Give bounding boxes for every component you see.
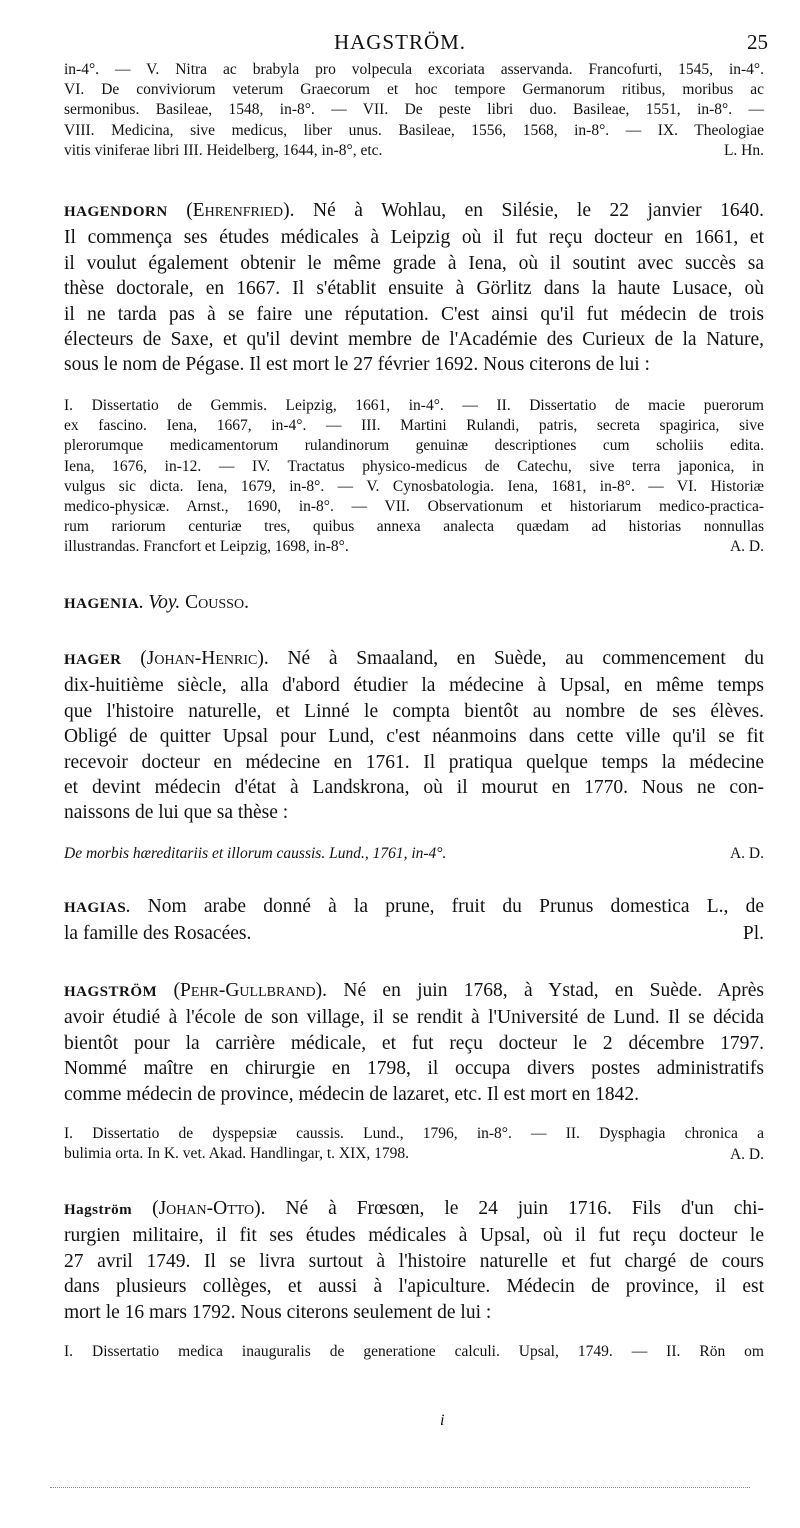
hagstrom-pehr-bibliography <box>64 1124 764 1164</box>
text-line: bientôt pour la carrière médicale, et fut reçu docteur le 2 décembre 1797. <box>64 1032 764 1054</box>
text-line: 27 avril 1749. Il se livra surtout à l'histoire naturelle et fut chargé de cours <box>64 1250 764 1272</box>
entry-person-name: (Pehr-Gullbrand). <box>173 980 328 1001</box>
text-line: Il commença ses études médicales à Leipzig où il fut reçu docteur en 1661, et <box>64 227 764 249</box>
entry-headword: HAGER <box>64 652 122 668</box>
cross-reference-target: Cousso. <box>185 592 249 613</box>
text-line: dans plusieurs collèges, et aussi à l'apiculture. Médecin de province, il est <box>64 1276 764 1298</box>
page-bottom-rule <box>50 1487 750 1488</box>
author-signature: Pl. <box>742 923 764 944</box>
text-line: électeurs de Saxe, et qu'il devint membre de l'Académie des Curieux de la Nature, <box>64 329 764 351</box>
text-line: in-4°. — V. Nitra ac brabyla pro volpecula excoriata asservanda. Francofurti, 1545, in-4°. <box>64 61 764 78</box>
text-line: avoir étudié à l'école de son village, il se rendit à l'Université de Lund. Il se décida <box>64 1007 764 1029</box>
text-line: Nommé maître en chirurgie en 1798, il occupa divers postes administratifs <box>64 1058 764 1080</box>
text-line: dix-huitième siècle, alla d'abord étudier la médecine à Upsal, en même temps <box>64 675 764 697</box>
text-line: et devint médecin d'état à Landskrona, où il mourut en 1770. Nous ne con- <box>64 777 764 799</box>
text-line: De morbis hæreditariis et illorum caussis. Lund., 1761, in-4°. <box>64 845 447 862</box>
entry-headword: Hagström <box>64 1202 133 1218</box>
cross-reference-label: Voy. <box>148 592 181 613</box>
entry-hagstrom-johan <box>64 1196 764 1325</box>
entry-hagias <box>64 894 764 947</box>
text-line: ex fascino. Iena, 1667, in-4°. — III. Martini Rulandi, patris, secreta spagirica, sive <box>64 417 764 435</box>
hagstrom-johan-bibliography <box>64 1342 764 1362</box>
text-line: Né en juin 1768, à Ystad, en Suède. Après <box>343 980 765 1001</box>
text-line: vulgus sic dicta. Iena, 1679, in-8°. — V. Cynosbatologia. Iena, 1681, in-8°. — VI. Historiæ <box>64 477 764 495</box>
entry-headword: HAGIAS. <box>64 900 131 916</box>
author-signature: L. Hn. <box>723 142 764 159</box>
hager-bibliography <box>64 844 764 864</box>
entry-headword: HAGENDORN <box>64 204 168 220</box>
text-line: plerorumque medicamentorum rulandinorum genuinæ descriptiones cum scholiis edita. <box>64 437 764 455</box>
text-line: vitis viniferae libri III. Heidelberg, 1644, in-8°, etc. <box>64 141 383 159</box>
text-line: comme médecin de province, médecin de lazaret, etc. Il est mort en 1842. <box>64 1083 640 1105</box>
author-signature: A. D. <box>729 538 764 555</box>
text-line: sous le nom de Pégase. Il est mort le 27 février 1692. Nous citerons de lui : <box>64 354 650 376</box>
author-signature: A. D. <box>729 1146 764 1163</box>
running-head <box>0 30 800 58</box>
text-line: il ne tarda pas à se faire une réputation. C'est ainsi qu'il fut médecin de trois <box>64 303 764 325</box>
text-line: mort le 16 mars 1792. Nous citerons seulement de lui : <box>64 1301 492 1323</box>
running-head-title: HAGSTRÖM. <box>333 30 467 54</box>
entry-headword: HAGENIA. <box>64 596 144 612</box>
text-line: I. Dissertatio de Gemmis. Leipzig, 1661, in-4°. — II. Dissertatio de macie puerorum <box>64 397 764 414</box>
text-line: illustrandas. Francfort et Leipzig, 1698, in-8°. <box>64 538 349 556</box>
hagendorn-bibliography <box>64 396 764 558</box>
text-line: il voulut également obtenir le même grade à Iena, où il soutint avec succès sa <box>64 252 764 274</box>
text-line: Iena, 1676, in-12. — IV. Tractatus physico-medicus de Catechu, sive terra japonica, in <box>64 457 764 475</box>
continuation-bibliography <box>64 60 764 161</box>
text-line: Né à Frœsœn, le 24 juin 1716. Fils d'un chi- <box>285 1198 765 1219</box>
entry-person-name: (Ehrenfried). <box>186 200 295 221</box>
text-line: I. Dissertatio de dyspepsiæ caussis. Lund., 1796, in-8°. — II. Dysphagia chronica a <box>64 1125 764 1142</box>
text-line: la famille des Rosacées. <box>64 923 252 945</box>
text-line: bulimia orta. In K. vet. Akad. Handlingar, t. XIX, 1798. <box>64 1145 410 1163</box>
text-line: que l'histoire naturelle, et Linné le compta bientôt au nombre de ses élèves. <box>64 700 764 722</box>
text-line: thèse doctorale, en 1667. Il s'établit ensuite à Görlitz dans la haute Lusace, où <box>64 278 764 300</box>
text-line: Né à Wohlau, en Silésie, le 22 janvier 1640. <box>313 200 765 221</box>
text-line: naissons de lui que sa thèse : <box>64 802 289 824</box>
text-line: VI. De conviviorum veterum Graecorum et hoc tempore Germanorum ritibus, moribus ac <box>64 81 764 99</box>
entry-hager <box>64 646 764 826</box>
entry-person-name: (Johan-Otto). <box>152 1198 266 1219</box>
text-line: Né à Smaaland, en Suède, au commencement du <box>287 648 765 669</box>
author-signature: A. D. <box>729 845 764 862</box>
entry-hagstrom-pehr <box>64 978 764 1107</box>
text-line: recevoir docteur en médecine en 1761. Il pratiqua quelque temps la médecine <box>64 751 764 773</box>
text-line: rurgien militaire, il fit ses études médicales à Upsal, où il fut reçu docteur le <box>64 1225 764 1247</box>
entry-person-name: (Johan-Henric). <box>140 648 269 669</box>
text-line: VIII. Medicina, sive medicus, liber unus. Basileae, 1556, 1568, in-8°. — IX. Theologiae <box>64 121 764 139</box>
text-line: Nom arabe donné à la prune, fruit du Prunus domestica L., de <box>147 896 764 917</box>
text-line: rum rariorum centuriæ tres, quibus annexa analecta quædam ad historias nonnullas <box>64 518 764 536</box>
text-line: medico-physicæ. Arnst., 1690, in-8°. — VII. Observationum et historiarum medico-practica- <box>64 498 764 516</box>
stray-mark: i <box>440 1412 445 1429</box>
page-number: 25 <box>747 30 768 54</box>
entry-hagenia <box>64 590 764 617</box>
entry-headword: HAGSTRÖM <box>64 984 158 1000</box>
text-line: sermonibus. Basileae, 1548, in-8°. — VII. De peste libri duo. Basileae, 1551, in-8°. — <box>64 101 764 119</box>
text-line: Obligé de quitter Upsal pour Lund, c'est néanmoins dans cette ville qu'il se fit <box>64 726 764 748</box>
text-line: I. Dissertatio medica inauguralis de generatione calculi. Upsal, 1749. — II. Rön om <box>64 1343 764 1360</box>
entry-hagendorn <box>64 198 764 378</box>
